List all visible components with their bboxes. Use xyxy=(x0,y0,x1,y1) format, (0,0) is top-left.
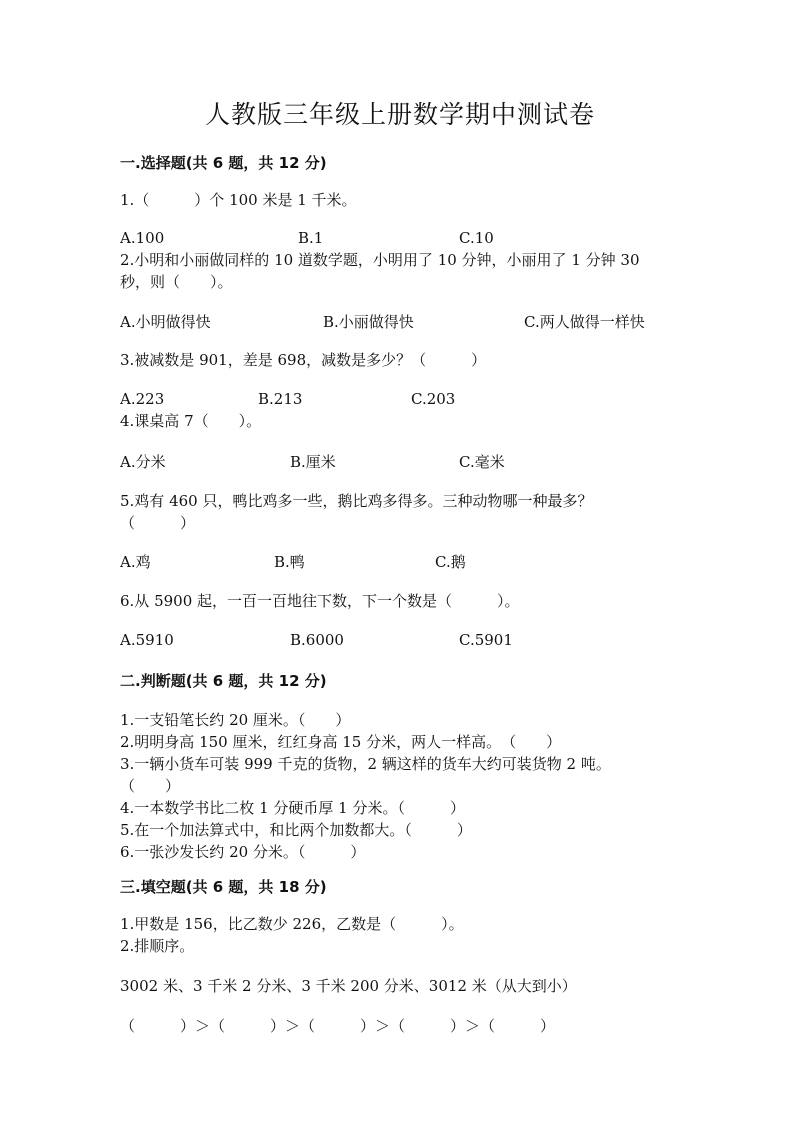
option-a: A.223 xyxy=(120,390,165,408)
page-title: 人教版三年级上册数学期中测试卷 xyxy=(204,100,595,129)
option-b: B.6000 xyxy=(290,631,344,649)
option-b: B.213 xyxy=(258,390,303,408)
option-b: B.小丽做得快 xyxy=(323,313,414,331)
section-heading-judgement: 二.判断题(共 6 题，共 12 分) xyxy=(120,672,327,690)
option-c: C.203 xyxy=(411,390,456,408)
option-b: B.1 xyxy=(298,229,324,247)
option-a: A.100 xyxy=(120,229,165,247)
question-text: 5.鸡有 460 只，鸭比鸡多一些，鹅比鸡多得多。三种动物哪一种最多？ xyxy=(120,492,593,510)
judgement-item: 4.一本数学书比二枚 1 分硬币厚 1 分米。（ ） xyxy=(120,799,465,817)
fill-item-detail: 3002 米、3 千米 2 分米、3 千米 200 分米、3012 米（从大到小） xyxy=(120,977,577,995)
judgement-item: 3.一辆小货车可装 999 千克的货物，2 辆这样的货车大约可装货物 2 吨。 xyxy=(120,755,611,773)
question-text: 4.课桌高 7（ ）。 xyxy=(120,412,262,430)
option-c: C.鹅 xyxy=(435,553,466,571)
option-c: C.毫米 xyxy=(459,453,505,471)
option-a: A.分米 xyxy=(120,453,166,471)
option-c: C.两人做得一样快 xyxy=(524,313,645,331)
question-text: 2.小明和小丽做同样的 10 道数学题，小明用了 10 分钟，小丽用了 1 分钟 30 xyxy=(120,251,640,269)
section-heading-choice: 一.选择题(共 6 题，共 12 分) xyxy=(120,154,327,172)
judgement-item: 1.一支铅笔长约 20 厘米。（ ） xyxy=(120,711,351,729)
question-text: 6.从 5900 起，一百一百地往下数，下一个数是（ ）。 xyxy=(120,592,520,610)
option-c: C.5901 xyxy=(459,631,513,649)
fill-blank-row: （ ）＞（ ）＞（ ）＞（ ）＞（ ） xyxy=(120,1017,556,1035)
judgement-item: 6.一张沙发长约 20 分米。（ ） xyxy=(120,843,366,861)
question-text-cont: 秒，则（ ）。 xyxy=(120,273,233,291)
section-heading-fill: 三.填空题(共 6 题，共 18 分) xyxy=(120,878,327,896)
fill-item: 2.排顺序。 xyxy=(120,937,195,955)
question-text: 3.被减数是 901，差是 698，减数是多少？（ ） xyxy=(120,351,487,369)
option-b: B.厘米 xyxy=(290,453,336,471)
judgement-item-cont: （ ） xyxy=(120,777,181,795)
option-a: A.小明做得快 xyxy=(120,313,211,331)
judgement-item: 2.明明身高 150 厘米，红红身高 15 分米，两人一样高。 （ ） xyxy=(120,733,562,751)
question-text-cont: （ ） xyxy=(120,514,196,532)
option-a: A.鸡 xyxy=(120,553,151,571)
fill-item: 1.甲数是 156，比乙数少 226，乙数是（ ）。 xyxy=(120,915,464,933)
option-c: C.10 xyxy=(459,229,494,247)
option-b: B.鸭 xyxy=(274,553,305,571)
question-text: 1.（ ）个 100 米是 1 千米。 xyxy=(120,191,357,209)
judgement-item: 5.在一个加法算式中，和比两个加数都大。（ ） xyxy=(120,821,472,839)
option-a: A.5910 xyxy=(120,631,174,649)
